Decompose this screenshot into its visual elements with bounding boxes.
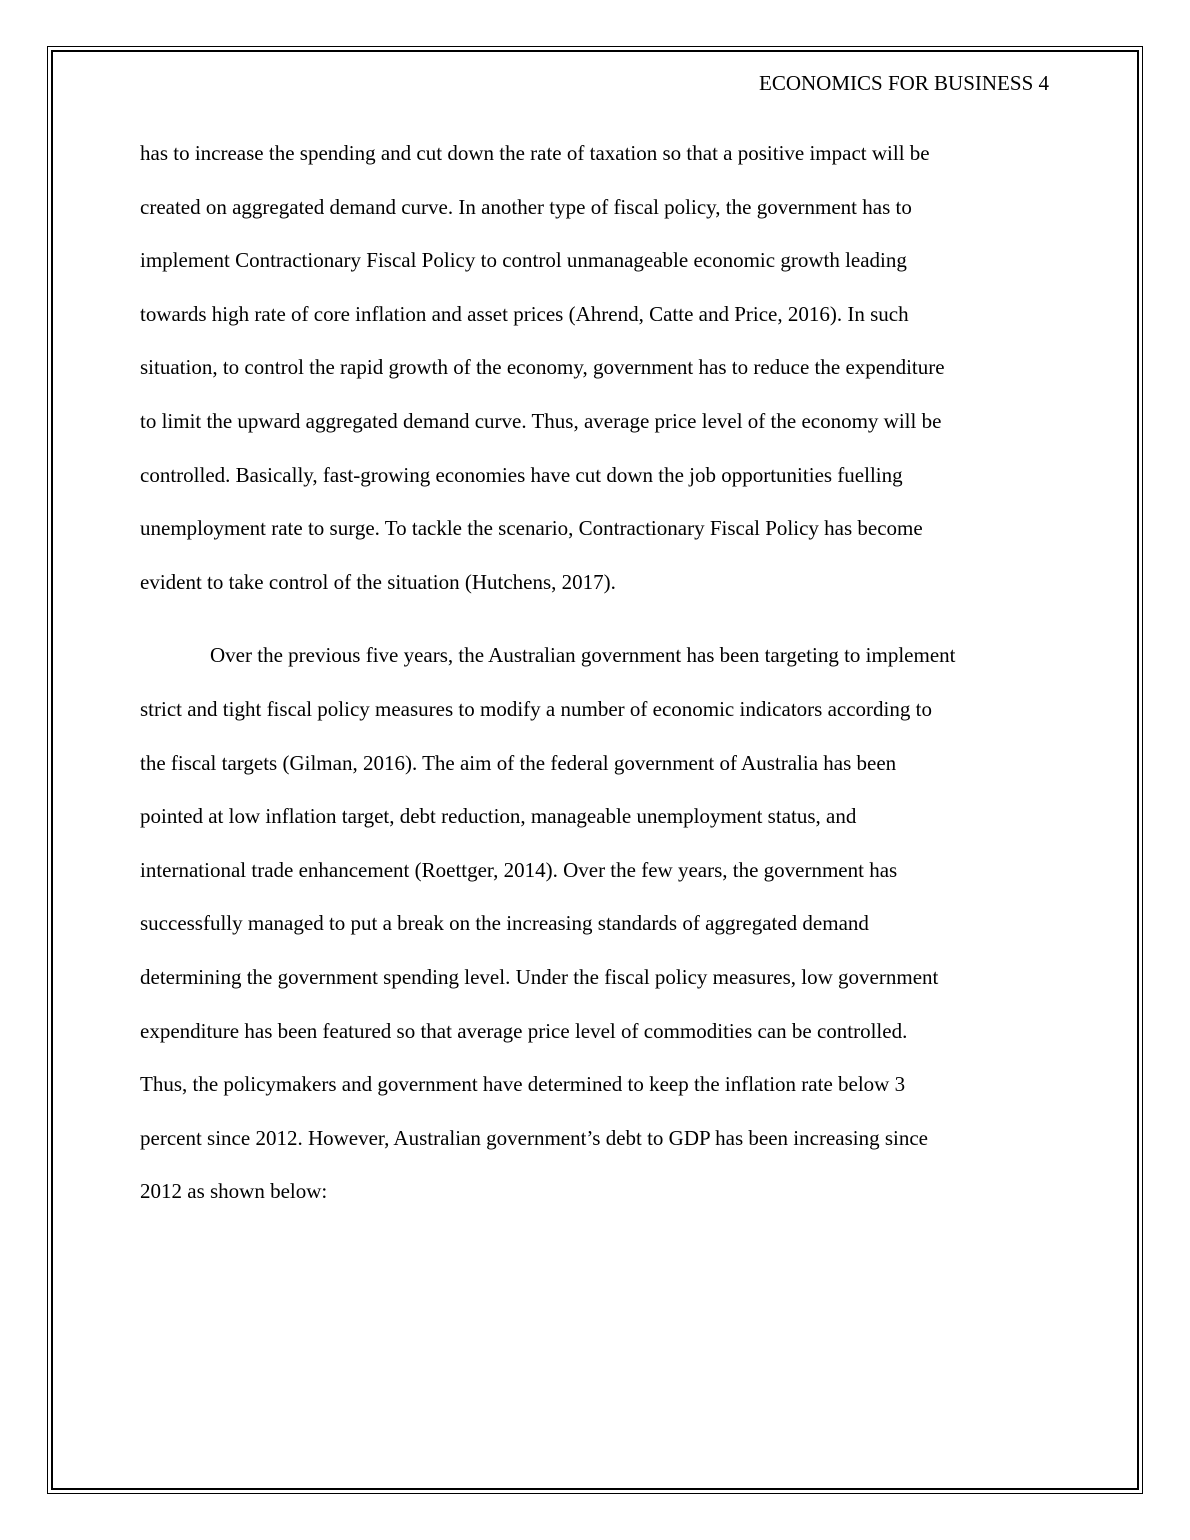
- paragraph-line: controlled. Basically, fast-growing economies have cut down the job opportunities fuelling: [140, 462, 903, 487]
- paragraph-line: to limit the upward aggregated demand curve. Thus, average price level of the economy will be: [140, 408, 942, 433]
- paragraph-line: 2012 as shown below:: [140, 1179, 328, 1204]
- paragraph-line: determining the government spending level. Under the fiscal policy measures, low government: [140, 964, 939, 989]
- paragraph-2: [140, 629, 1050, 1219]
- paragraph-line: expenditure has been featured so that average price level of commodities can be controlled.: [140, 1018, 908, 1043]
- paragraph-line: towards high rate of core inflation and asset prices (Ahrend, Catte and Price, 2016). In such: [140, 301, 909, 326]
- paragraph-line: unemployment rate to surge. To tackle the scenario, Contractionary Fiscal Policy has become: [140, 516, 923, 541]
- paragraph-line: evident to take control of the situation (Hutchens, 2017).: [140, 569, 616, 594]
- paragraph-line: strict and tight fiscal policy measures to modify a number of economic indicators according to: [140, 696, 932, 721]
- paragraph-line: pointed at low inflation target, debt reduction, manageable unemployment status, and: [140, 804, 857, 829]
- paragraph-line: has to increase the spending and cut down the rate of taxation so that a positive impact will be: [140, 141, 930, 165]
- paragraph-line: successfully managed to put a break on the increasing standards of aggregated demand: [140, 911, 869, 936]
- paragraph-line: Over the previous five years, the Australian government has been targeting to implement: [210, 643, 956, 668]
- paragraph-1: [140, 127, 1050, 609]
- paragraph-line: implement Contractionary Fiscal Policy to control unmanageable economic growth leading: [140, 248, 907, 273]
- paragraph-line: Thus, the policymakers and government have determined to keep the inflation rate below 3: [140, 1072, 906, 1097]
- paragraph-line: international trade enhancement (Roettger, 2014). Over the few years, the government has: [140, 857, 898, 882]
- paragraph-line: created on aggregated demand curve. In another type of fiscal policy, the government has to: [140, 194, 912, 219]
- paragraph-line: the fiscal targets (Gilman, 2016). The aim of the federal government of Australia has been: [140, 750, 897, 775]
- paragraph-line: percent since 2012. However, Australian government’s debt to GDP has been increasing since: [140, 1125, 928, 1150]
- running-head: ECONOMICS FOR BUSINESS 4: [759, 71, 1049, 95]
- paragraph-line: situation, to control the rapid growth of the economy, government has to reduce the expenditure: [140, 355, 945, 380]
- body-text: [140, 127, 1050, 1219]
